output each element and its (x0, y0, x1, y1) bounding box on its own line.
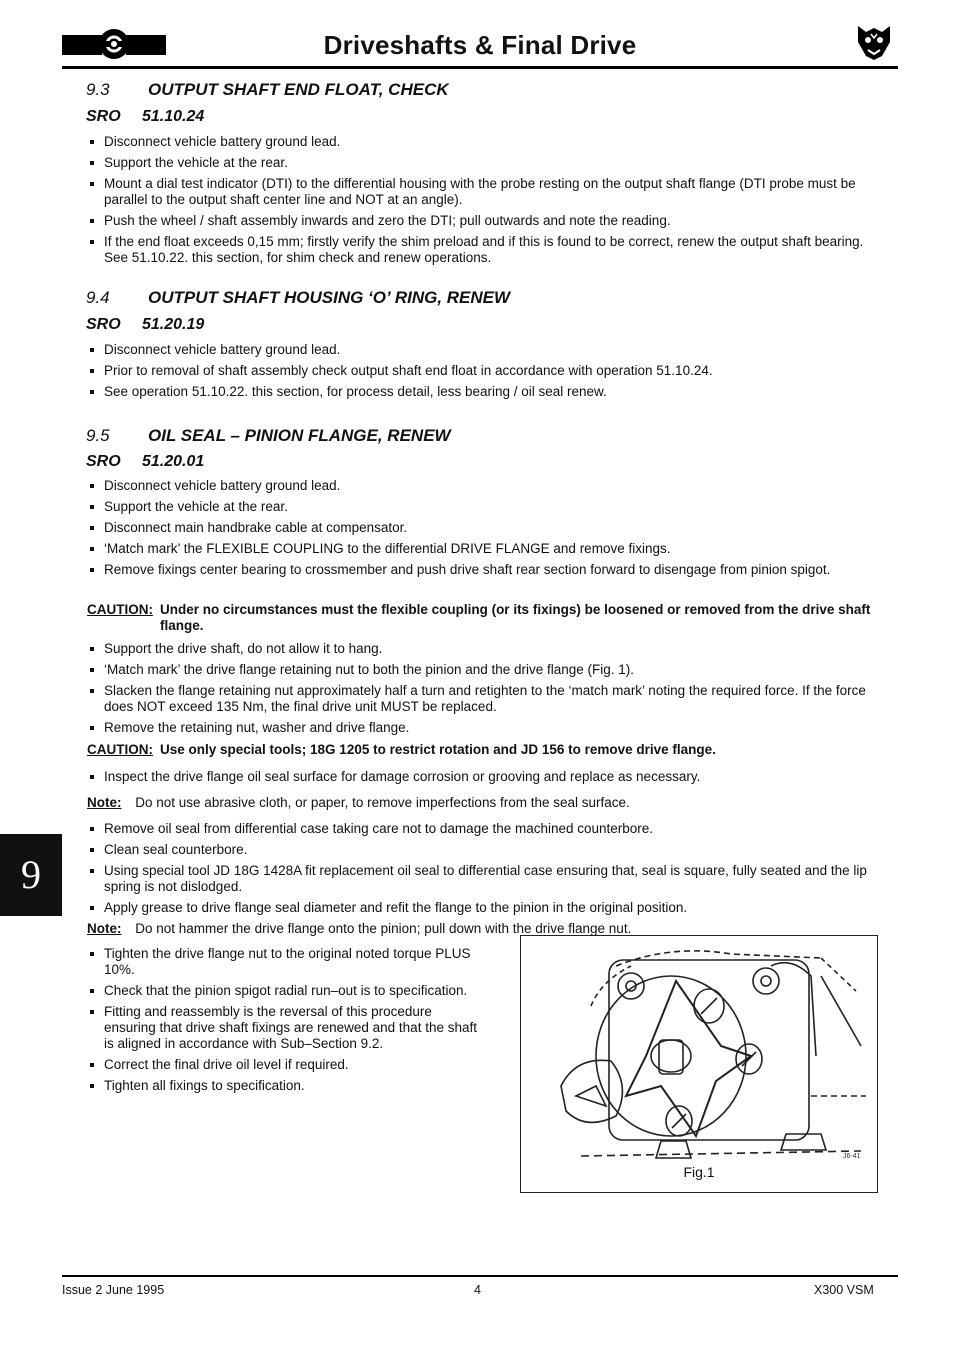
list-item: See operation 51.10.22. this section, for process detail, less bearing / oil seal renew. (87, 384, 882, 400)
page-title: Driveshafts & Final Drive (323, 30, 637, 60)
sro-number: 51.20.01 (142, 453, 205, 470)
section-title: OUTPUT SHAFT HOUSING ‘O’ RING, RENEW (148, 288, 511, 307)
list-item: Support the drive shaft, do not allow it to hang. (87, 641, 882, 657)
sro-label: SRO (86, 316, 121, 333)
list-item: Apply grease to drive flange seal diameter and refit the flange to the pinion in the original position. (87, 900, 882, 916)
steps-list-9-3 (87, 134, 882, 271)
steps-list-9-5-d (87, 821, 882, 921)
list-item: Fitting and reassembly is the reversal of this procedure ensuring that drive shaft fixings are renewed and that the shaft is aligned in accordance with Sub–Section 9.2. (87, 1004, 487, 1052)
list-item: Prior to removal of shaft assembly check output shaft end float in accordance with operation 51.10.24. (87, 363, 882, 379)
jaguar-emblem-icon (852, 20, 896, 64)
sro-label: SRO (86, 453, 121, 470)
list-item: Disconnect vehicle battery ground lead. (87, 342, 882, 358)
section-heading-9-3 (86, 80, 449, 100)
sro-line-9-5 (86, 453, 204, 471)
list-item: Inspect the drive flange oil seal surface for damage corrosion or grooving and replace as necessary. (87, 769, 882, 785)
figure-caption: Fig.1 (683, 1164, 715, 1180)
list-item: Support the vehicle at the rear. (87, 499, 882, 515)
steps-list-9-5-b (87, 641, 882, 741)
figure-box (520, 935, 878, 1193)
section-number: 9.4 (86, 288, 110, 307)
note-label: Note: (87, 921, 122, 936)
steps-list-9-5-c (87, 769, 882, 790)
note-block-1 (87, 795, 882, 811)
section-title: OUTPUT SHAFT END FLOAT, CHECK (148, 80, 449, 99)
list-item: ‘Match mark’ the FLEXIBLE COUPLING to the differential DRIVE FLANGE and remove fixings. (87, 541, 882, 557)
caution-text: Under no circumstances must the flexible coupling (or its fixings) be loosened or removed from the drive shaft flange. (160, 602, 871, 633)
list-item: Remove the retaining nut, washer and drive flange. (87, 720, 882, 736)
list-item: Remove fixings center bearing to crossmember and push drive shaft rear section forward to disengage from pinion spigot. (87, 562, 882, 578)
sro-number: 51.10.24 (142, 108, 205, 125)
steps-list-9-5-a (87, 478, 882, 583)
caution-label: CAUTION: (87, 602, 153, 617)
list-item: Slacken the flange retaining nut approximately half a turn and retighten to the ‘match mark’ noting the required force. If the force does NOT exceed 135 Nm, the final drive unit MUST be replaced. (87, 683, 882, 715)
figure-code: J6-41 (843, 1153, 861, 1160)
list-item: Tighten the drive flange nut to the original noted torque PLUS 10%. (87, 946, 487, 978)
list-item: Remove oil seal from differential case taking care not to damage the machined counterbore. (87, 821, 882, 837)
list-item: Check that the pinion spigot radial run–out is to specification. (87, 983, 487, 999)
list-item: Support the vehicle at the rear. (87, 155, 882, 171)
list-item: Using special tool JD 18G 1428A fit replacement oil seal to differential case ensuring that, seal is square, fully seated and the lip spring is not dislodged. (87, 863, 882, 895)
list-item: Disconnect vehicle battery ground lead. (87, 134, 882, 150)
list-item: Correct the final drive oil level if required. (87, 1057, 487, 1073)
steps-list-9-5-e (87, 946, 487, 1099)
sro-label: SRO (86, 108, 121, 125)
section-tab: 9 (0, 834, 62, 916)
list-item: Clean seal counterbore. (87, 842, 882, 858)
note-label: Note: (87, 795, 122, 810)
footer-rule (62, 1275, 898, 1277)
note-text: Do not use abrasive cloth, or paper, to remove imperfections from the seal surface. (135, 795, 630, 810)
section-title: OIL SEAL – PINION FLANGE, RENEW (148, 426, 451, 445)
section-number: 9.3 (86, 80, 110, 99)
note-text: Do not hammer the drive flange onto the pinion; pull down with the drive flange nut. (135, 921, 632, 936)
caution-block-1 (87, 602, 882, 634)
sro-line-9-3 (86, 108, 204, 126)
list-item: Disconnect main handbrake cable at compensator. (87, 520, 882, 536)
footer-issue: Issue 2 June 1995 (62, 1283, 165, 1297)
sro-line-9-4 (86, 316, 204, 334)
list-item: If the end float exceeds 0,15 mm; firstly verify the shim preload and if this is found to be correct, renew the output shaft bearing. See 51.10.22. this section, for shim check and renew operations. (87, 234, 882, 266)
sro-number: 51.20.19 (142, 316, 205, 333)
footer-page-number: 4 (474, 1283, 481, 1297)
steps-list-9-4 (87, 342, 882, 405)
section-number: 9.5 (86, 426, 110, 445)
list-item: Tighten all fixings to specification. (87, 1078, 487, 1094)
list-item: Disconnect vehicle battery ground lead. (87, 478, 882, 494)
drive-flange-illustration (521, 936, 879, 1194)
list-item: Push the wheel / shaft assembly inwards and zero the DTI; pull outwards and note the reading. (87, 213, 882, 229)
list-item: Mount a dial test indicator (DTI) to the differential housing with the probe resting on the output shaft flange (DTI probe must be parallel to the output shaft center line and NOT at an angle). (87, 176, 882, 208)
section-heading-9-4 (86, 288, 510, 308)
section-heading-9-5 (86, 426, 451, 446)
footer-manual: X300 VSM (814, 1283, 874, 1297)
caution-block-2 (87, 742, 882, 758)
header-rule (62, 66, 898, 69)
caution-text: Use only special tools; 18G 1205 to restrict rotation and JD 156 to remove drive flange. (160, 742, 716, 757)
caution-label: CAUTION: (87, 742, 153, 757)
list-item: ‘Match mark’ the drive flange retaining nut to both the pinion and the drive flange (Fig. 1). (87, 662, 882, 678)
